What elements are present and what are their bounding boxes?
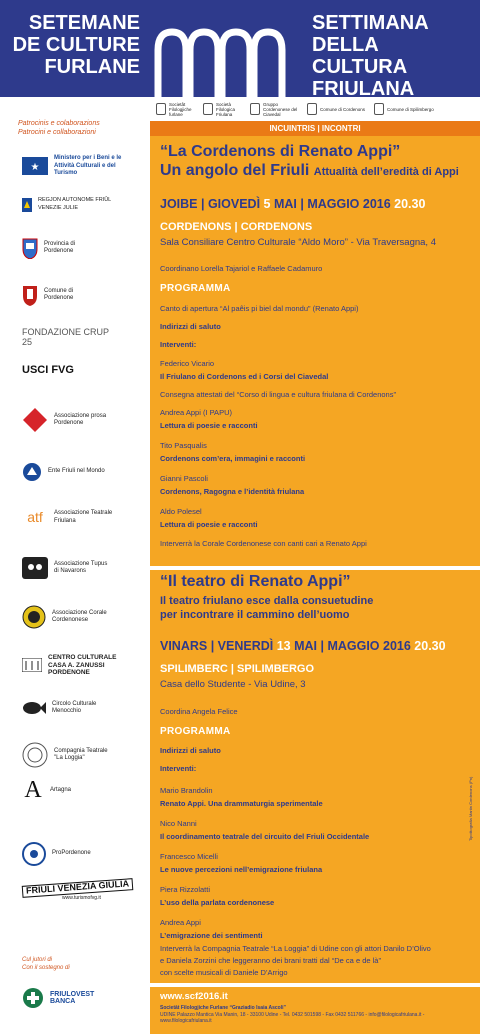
- sponsor-artagna: A Artagna: [22, 787, 100, 795]
- event2-closing3: con scelte musicali di Daniele D’Arrigo: [160, 968, 288, 977]
- globe-icon: [22, 462, 42, 482]
- event2-programma: PROGRAMMA: [160, 726, 231, 737]
- logo-ciavedal: Gruppo Cordenonese del Ciavedal: [250, 102, 299, 117]
- sponsor-usci: USCI FVG: [22, 364, 74, 376]
- arches-logo-icon: [150, 20, 300, 97]
- event1-date: JOIBE | GIOVEDÌ 5 MAI | MAGGIO 2016 20.30: [160, 197, 426, 211]
- choir-badge-icon: [22, 605, 46, 629]
- logo-sff-furlane: Societât Filologjiche furlane: [156, 102, 195, 117]
- event1-town: CORDENONS | CORDENONS: [160, 221, 313, 233]
- event2-venue: Casa dello Studente - Via Udine, 3: [160, 679, 306, 690]
- sponsor-prosa: Associazione prosa Pordenone: [22, 407, 114, 433]
- sponsor-atf: atf Associazione Teatrale Friulana: [22, 510, 114, 525]
- sponsor-zanussi: CENTRO CULTURALE CASA A. ZANUSSI PORDENONE: [22, 654, 128, 677]
- support-title: Cul jutori di Con il sostegno di: [22, 957, 70, 971]
- ministry-star-icon: [22, 157, 48, 175]
- eagle-icon: [22, 198, 32, 212]
- header-left-line3: FURLANE: [44, 56, 140, 78]
- fish-icon: [22, 700, 46, 716]
- program-item: Cordenons, Ragogna e l’identità friulana: [160, 487, 305, 496]
- program-item: Piera Rizzolatti: [160, 885, 211, 894]
- sponsor-bank: FRIULOVEST BANCA: [22, 987, 110, 1009]
- sponsor-crup: FONDAZIONE CRUP 25: [22, 327, 109, 347]
- sponsor-loggia: Compagnia Teatrale "La Loggia": [22, 742, 116, 768]
- events-panel: [150, 121, 480, 1034]
- program-item: L’uso della parlata cordenonese: [160, 898, 275, 907]
- program-item: Indirizzi di saluto: [160, 322, 221, 331]
- event2-closing2: e Daniela Zorzini che leggeranno dei brani tratti dal “De ca e de là”: [160, 956, 381, 965]
- footer-org: Societât Filologjiche Furlane “Graziadio Isaia Ascoli”: [160, 1005, 286, 1011]
- sponsor-provincia: Provincia di Pordenone: [22, 237, 92, 259]
- program-item: Il coordinamento teatrale del circuito del Friuli Occidentale: [160, 832, 370, 841]
- header-right-line3: FRIULANA: [312, 78, 415, 97]
- header-left-title: [10, 12, 140, 78]
- logo-spilimbergo: Comune di Spilimbergo: [374, 103, 435, 115]
- event2-closing1: Interverrà la Compagnia Teatrale “La Loggia” di Udine con gli attori Danilo D’Olivo: [160, 944, 431, 953]
- program-item: Consegna attestati del “Corso di lingua e cultura friulana di Cordenons”: [160, 390, 396, 399]
- program-item: Tito Pasqualis: [160, 441, 207, 450]
- header-left-line2: DE CULTURE: [12, 34, 140, 56]
- sponsor-menocchio: Circolo Culturale Menocchio: [22, 700, 108, 716]
- program-item: Gianni Pascoli: [160, 474, 208, 483]
- artagna-logo-icon: A: [24, 777, 42, 803]
- event2-sub1: Il teatro friulano esce dalla consuetudine: [160, 595, 374, 607]
- logo-sff-italiana: Società Filologica Friulana: [203, 102, 242, 117]
- header-right-title: [312, 12, 472, 97]
- program-item: Lettura di poesie e racconti: [160, 520, 258, 529]
- event2-sub2: per incontrare il cammino dell’uomo: [160, 609, 350, 621]
- house-icon: [250, 103, 260, 115]
- diamond-icon: [22, 407, 48, 433]
- sponsor-fvg: FRIULI VENEZIA GIULIA www.turismofvg.it: [22, 882, 133, 902]
- program-item: Interventi:: [160, 764, 197, 773]
- partner-logo-strip: [150, 97, 480, 121]
- program-item: Nico Nanni: [160, 819, 197, 828]
- svg-text:★: ★: [30, 162, 40, 174]
- program-item: Andrea Appi (I PAPU): [160, 408, 232, 417]
- crest-icon: [22, 284, 38, 306]
- mask-icon: [22, 557, 48, 579]
- sponsor-mibact: ★ Ministero per i Beni e le Attività Culturali e del Turismo: [22, 155, 134, 178]
- event2-town: SPILIMBERC | SPILIMBERGO: [160, 663, 315, 675]
- program-item: Aldo Polesel: [160, 507, 202, 516]
- program-item: Le nuove percezioni nell’emigrazione friulana: [160, 865, 323, 874]
- program-item: Il Friulano di Cordenons ed i Corsi del Ciavedal: [160, 372, 329, 381]
- header-left-line1: SETEMANE: [28, 12, 140, 34]
- event2-title: “Il teatro di Renato Appi”: [160, 573, 351, 590]
- program-item: Renato Appi. Una drammaturgia sperimentale: [160, 799, 323, 808]
- event1-coordinators: Coordinano Lorella Tajariol e Raffaele Cadamuro: [160, 264, 323, 273]
- footer-address: UDINE Palazzo Mantica Via Manin, 18 - 33100 Udine - Tel. 0432 501598 - Fax 0432 511766 - info@filologicafriulana.it - www.filologicafriulana.it: [160, 1012, 425, 1024]
- crest-icon: [22, 237, 38, 259]
- sponsor-ente-friuli: Ente Friuli nel Mondo: [22, 462, 128, 482]
- building-icon: [22, 658, 42, 672]
- header-right-line2: DELLA CULTURA: [312, 34, 408, 78]
- program-item: Indirizzi di saluto: [160, 746, 221, 755]
- program-item: Lettura di poesie e racconti: [160, 421, 258, 430]
- header-right-line1: SETTIMANA: [312, 12, 429, 34]
- event1-programma: PROGRAMMA: [160, 283, 231, 294]
- program-item: Mario Brandolin: [160, 786, 213, 795]
- program-item: Interventi:: [160, 340, 197, 349]
- sponsor-tupus: Associazione Tupus di Navarons: [22, 557, 110, 579]
- theatre-seal-icon: [22, 742, 48, 768]
- sponsor-sidebar: [0, 97, 150, 1034]
- event-separator: [150, 566, 480, 570]
- program-item: L’emigrazione dei sentimenti: [160, 931, 263, 940]
- shield-icon: [203, 103, 213, 115]
- program-item: Canto di apertura “Al paêis pi biel dal mondu” (Renato Appi): [160, 304, 359, 313]
- program-item: Cordenons com’era, immagini e racconti: [160, 454, 306, 463]
- header-banner: [0, 0, 480, 97]
- vertical-credit: Tipolitografia Martin Cordenons (Pn): [468, 776, 473, 841]
- footer-website-link[interactable]: www.scf2016.it: [160, 991, 228, 1002]
- propordenone-seal-icon: [22, 842, 46, 866]
- program-item: Andrea Appi: [160, 918, 201, 927]
- section-tag: INCUINTRIS | INCONTRI: [150, 121, 480, 136]
- crest-icon: [374, 103, 384, 115]
- event2-date: VINARS | VENERDÌ 13 MAI | MAGGIO 2016 20.30: [160, 639, 446, 653]
- shield-icon: [156, 103, 166, 115]
- program-item: Interverrà la Corale Cordenonese con canti cari a Renato Appi: [160, 539, 367, 548]
- logo-cordenons: Comune di Cordenons: [307, 103, 366, 115]
- bank-cross-icon: [22, 987, 44, 1009]
- event1-venue: Sala Consiliare Centro Culturale “Aldo Moro” - Via Traversagna, 4: [160, 237, 436, 248]
- sponsor-propordenone: ProPordenone: [22, 842, 112, 866]
- sidebar-title: Patrocinis e colaborazions Patrocini e collaborazioni: [18, 120, 100, 136]
- program-item: Francesco Micelli: [160, 852, 218, 861]
- sponsor-regjon: REGJON AUTONOME FRIÛL VENEZIE JULIE: [22, 197, 118, 212]
- program-item: Federico Vicario: [160, 359, 215, 368]
- crest-icon: [307, 103, 317, 115]
- event1-subtitle: Un angolo del Friuli Attualità dell’eredità di Appi: [160, 162, 459, 179]
- event1-title: “La Cordenons di Renato Appi”: [160, 143, 401, 160]
- event2-coordinator: Coordina Angela Felice: [160, 707, 238, 716]
- footer-separator: [150, 983, 480, 987]
- sponsor-corale: Associazione Corale Cordenonese: [22, 605, 114, 629]
- atf-logo-icon: atf: [27, 508, 43, 525]
- sponsor-comune-pn: Comune di Pordenone: [22, 284, 92, 306]
